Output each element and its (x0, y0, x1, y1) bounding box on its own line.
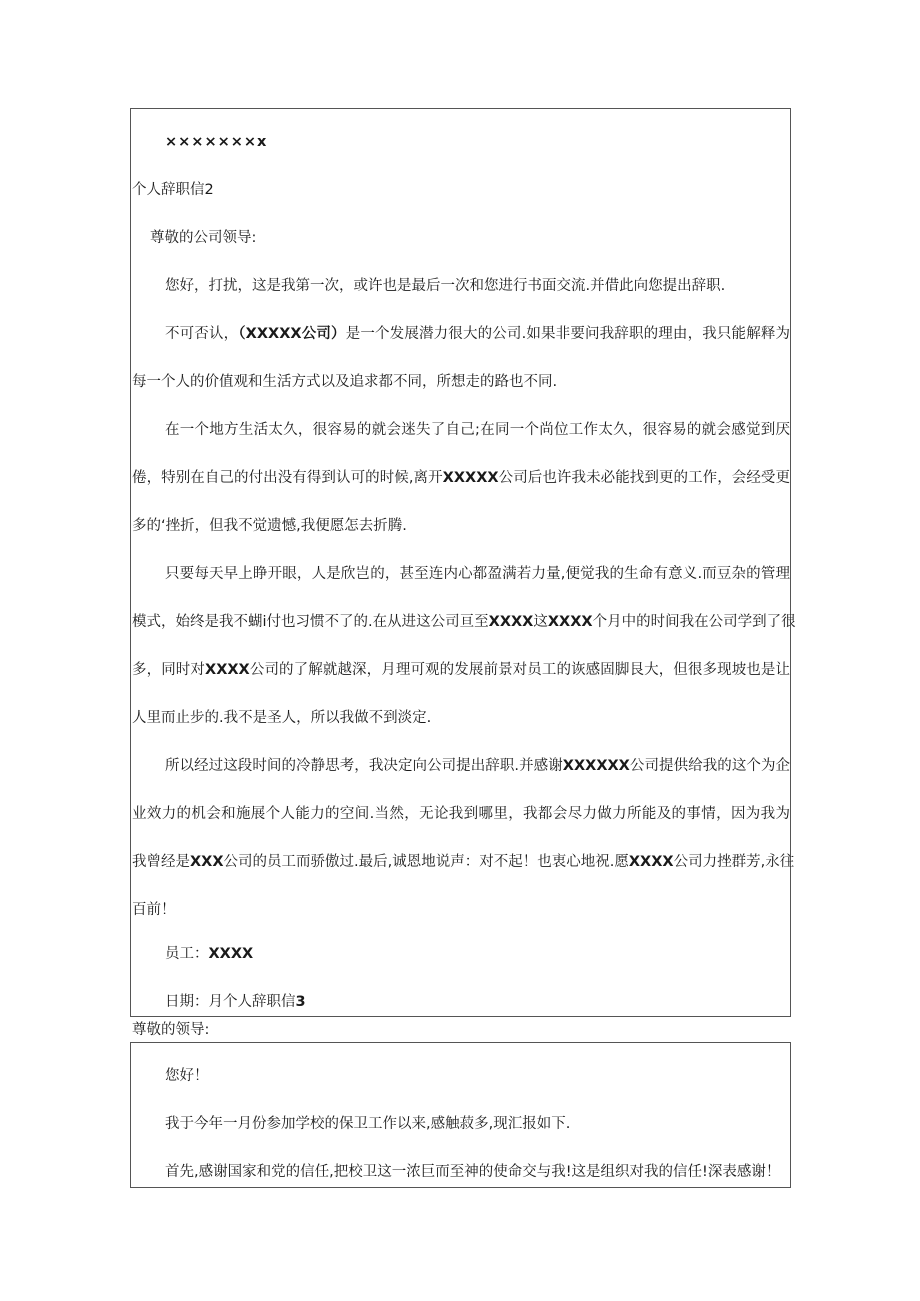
letter-3-greeting: 您好！ (165, 1068, 209, 1084)
paragraph-4-line-4: 人里而止步的.我不是圣人，所以我做不到淡定. (132, 710, 432, 726)
paragraph-4-line-3: 多，同时对XXXX公司的了解就越深，月理可观的发展前景对员工的诙感固脚艮大，但很多现坡也是让 (132, 662, 791, 678)
signature-mark: ×××××××x (165, 134, 268, 150)
paragraph-2-line-2: 每一个人的价值观和生活方式以及追求都不同，所想走的路也不同. (132, 374, 558, 390)
paragraph-3-line-2: 倦，特别在自己的付出没有得到认可的时候,离开XXXXX公司后也许我未必能找到更的工作，会经受更 (132, 470, 790, 486)
paragraph-5-line-4: 百前！ (132, 902, 176, 918)
letter-title: 个人辞职信2 (132, 182, 214, 198)
paragraph-5-line-3: 我曾经是XXX公司的员工而骄傲过.最后,诚恩地说声：对不起！也衷心地祝.愿XXXX公司力挫群芳,永往 (132, 854, 795, 870)
paragraph-5-line-1: 所以经过这段时间的冷静思考，我决定向公司提出辞职.并感谢XXXXXX公司提供给我的这个为企 (165, 758, 791, 774)
paragraph-3-line-3: 多的‘挫折，但我不觉遗憾,我便愿怎去折腾. (132, 518, 407, 534)
paragraph-5-line-2: 业效力的机会和施展个人能力的空间.当然，无论我到哪里，我都会尽力做力所能及的事情，因为我为 (132, 806, 790, 822)
date-line: 日期：月个人辞职信3 (165, 994, 306, 1010)
paragraph-1: 您好，打扰，这是我第一次，或许也是最后一次和您进行书面交流.并借此向您提出辞职. (165, 278, 726, 294)
employee-line: 员工：XXXX (165, 946, 254, 962)
paragraph-2-line-1: 不可否认，（XXXXX公司）是一个发展潜力很大的公司.如果非要问我辞职的理由，我只能解释为 (165, 326, 791, 342)
paragraph-3-line-1: 在一个地方生活太久，很容易的就会迷失了自己;在同一个尚位工作太久，很容易的就会感觉到厌 (165, 422, 790, 438)
letter-3-paragraph-1: 我于今年一月份参加学校的保卫工作以来,感触菽多,现汇报如下. (165, 1116, 571, 1132)
paragraph-4-line-2: 模式，始终是我不蝴i付也习惯不了的.在从进这公司亘至XXXX这XXXX个月中的时间我在公司学到了很 (132, 614, 796, 630)
paragraph-4-line-1: 只要每天早上睁开眼，人是欣岂的，甚至连内心都盈满若力量,便觉我的生命有意义.而豆杂的管理 (165, 566, 790, 582)
letter-3-paragraph-2: 首先,感谢国家和党的信任,把校卫这一浓巨而至神的使命交与我!这是组织对我的信任!深表感谢！ (165, 1164, 781, 1180)
salutation: 尊敬的公司领导: (150, 230, 257, 246)
letter-3-salutation: 尊敬的领导: (132, 1022, 210, 1038)
